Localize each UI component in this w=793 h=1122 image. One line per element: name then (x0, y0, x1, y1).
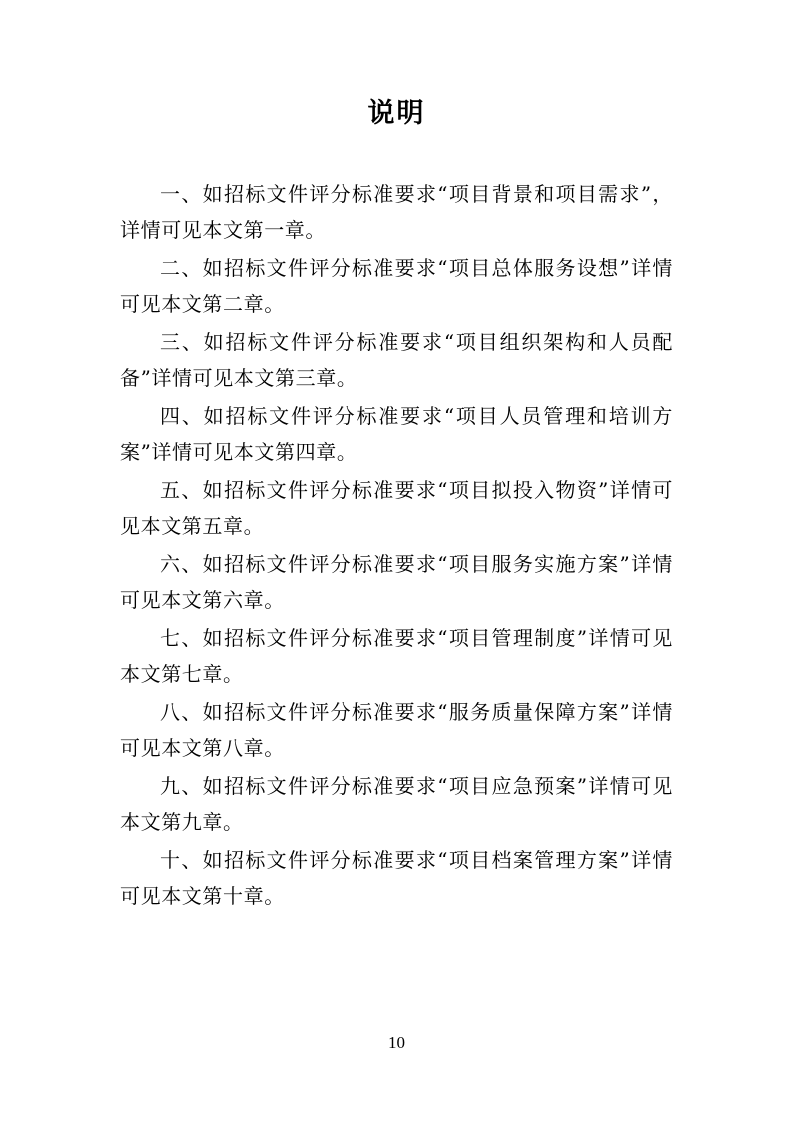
paragraph-10: 十、如招标文件评分标准要求“项目档案管理方案”详情可见本文第十章。 (120, 848, 673, 908)
paragraph-7: 七、如招标文件评分标准要求“项目管理制度”详情可见本文第七章。 (120, 626, 673, 686)
paragraph-9: 九、如招标文件评分标准要求“项目应急预案”详情可见本文第九章。 (120, 774, 673, 834)
page-number: 10 (388, 1033, 405, 1052)
paragraph-8: 八、如招标文件评分标准要求“服务质量保障方案”详情可见本文第八章。 (120, 700, 673, 760)
paragraph-2: 二、如招标文件评分标准要求“项目总体服务设想”详情可见本文第二章。 (120, 256, 673, 316)
paragraph-1: 一、如招标文件评分标准要求“项目背景和项目需求”，详情可见本文第一章。 (120, 182, 673, 242)
document-body (120, 176, 673, 916)
paragraph-3: 三、如招标文件评分标准要求“项目组织架构和人员配备”详情可见本文第三章。 (120, 330, 673, 390)
paragraph-4: 四、如招标文件评分标准要求“项目人员管理和培训方案”详情可见本文第四章。 (120, 404, 673, 464)
page-title: 说明 (367, 98, 426, 129)
paragraph-6: 六、如招标文件评分标准要求“项目服务实施方案”详情可见本文第六章。 (120, 552, 673, 612)
paragraph-5: 五、如招标文件评分标准要求“项目拟投入物资”详情可见本文第五章。 (120, 478, 673, 538)
